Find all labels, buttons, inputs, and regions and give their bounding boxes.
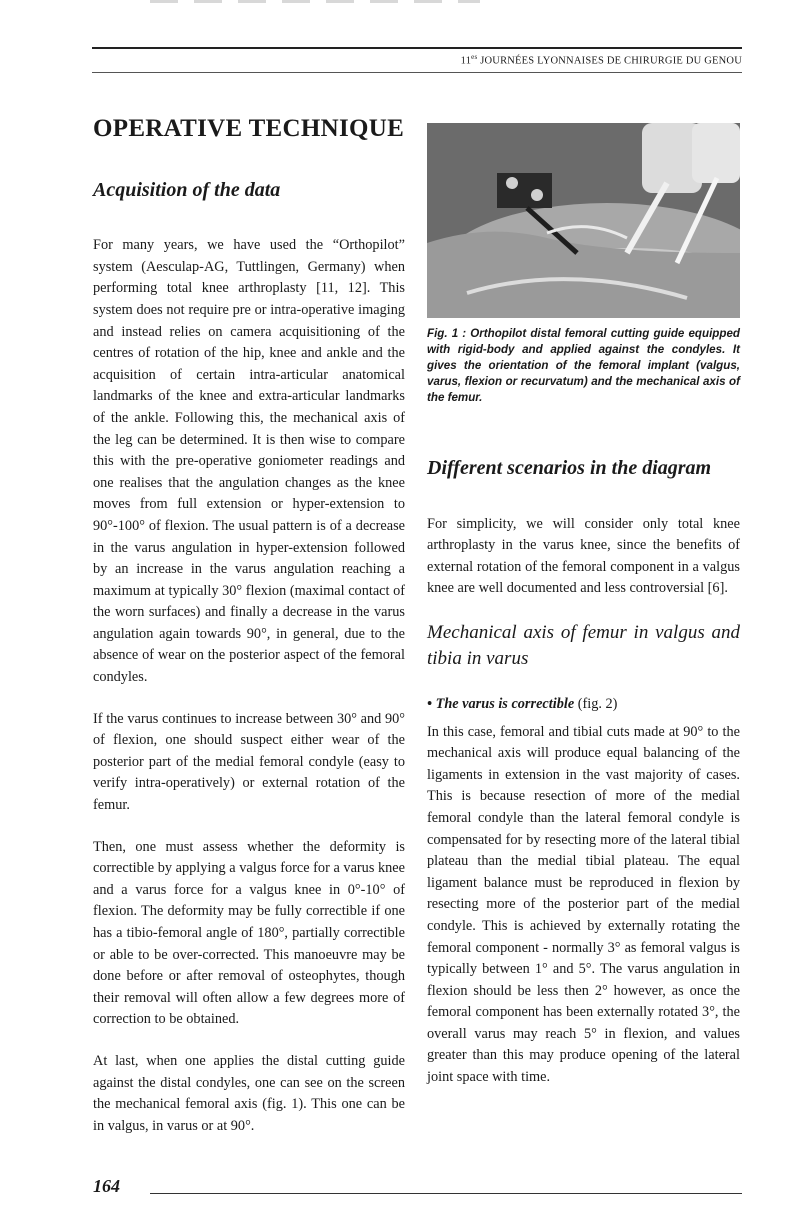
right-column [427,123,740,1109]
surgical-photo-illustration [427,123,740,318]
section-heading-scenarios: Different scenarios in the diagram [427,457,712,479]
header-title: JOURNÉES LYONNAISES DE CHIRURGIE DU GENOU [480,55,742,67]
paragraph-simplicity: For simplicity, we will consider only total knee arthroplasty in the varus knee, since the benefits of external rotation of the femoral component in a valgus knee are well documented and less controversial [6]. [427,515,740,597]
paragraph-distal-guide: At last, when one applies the distal cutting guide against the distal condyles, one can see on the screen the mechanical femoral axis (fig. 1). This one can be in valgus, in varus or at 90°. [93,1052,405,1134]
footer-rule [150,1193,742,1194]
left-column [93,115,405,1157]
paragraph-correctible: Then, one must assess whether the deformity is correctible by applying a valgus force for a varus knee and a varus force for a valgus knee in 0°-10° of flexion. The deformity may be fully correctible if one has a tibio-femoral angle of 180°, partially correctible or able to be over-corrected. This manoeuvre may be done before or after removal of osteophytes, though their removal will often allow a few degrees more of correction to be obtained. [93,838,405,1028]
figure-1-caption: Fig. 1 : Orthopilot distal femoral cutting guide equipped with rigid-body and applied against the condyles. It gives the orientation of the femoral implant (valgus, varus, flexion or recurvatum) and the mechanical axis of the femur. [427,327,740,404]
section-heading-mechanical-axis: Mechanical axis of femur in valgus and tibia in varus [427,621,740,669]
page-number: 164 [93,1176,120,1196]
header-underline [92,72,742,73]
bullet-figure-ref: (fig. 2) [574,695,618,712]
page-title: OPERATIVE TECHNIQUE [93,115,405,142]
figure-1-photo [427,123,740,318]
paragraph-femoral-tibial-cuts: In this case, femoral and tibial cuts made at 90° to the mechanical axis will produce equal balancing of the ligaments in extension in the vast majority of cases. This is because resection of more of the medial femoral condyle than the lateral femoral condyle is compensated for by resecting more of the lateral tibial plateau than the medial tibial plateau. The equal ligament balance must be reproduced in flexion by resecting more of the posterior part of the medial condyle. This is achieved by externally rotating the femoral component - normally 3° as femoral valgus is typically between 1° and 5°. The varus angulation in flexion should be less then 2° however, as once the femoral component has been externally rotated 3°, the overall varus may reach 5° in flexion, and values greater than this may produce opening of the lateral joint space with time. [427,723,740,1086]
paragraph-orthopilot: For many years, we have used the “Orthopilot” system (Aesculap-AG, Tuttlingen, Germany) when performing total knee arthroplasty [11, 12]. This system does not require pre or intra-operative imaging and instead relies on camera acquisitioning of the centres of rotation of the hip, knee and ankle and the acquisition of certain intra-articular anatomical landmarks of the knee and extra-articular landmarks of the ankle. Following this, the mechanical axis of the leg can be determined. It is then wise to compare this with the pre-operative goniometer readings and one realises that the angulation changes as the knee moves from full extension or hyper-extension to 90°-100° of flexion. The usual pattern is of a decrease in the varus angulation in hyper-extension followed by an increase in the varus angulation reaching a maximum at typically 30° flexion (maximal contact of the worn surfaces) and finally a decrease in the varus angulation again towards 90°, in general, due to the absence of wear on the posterior aspect of the femoral condyles. [93,237,405,686]
header-number: 11 [460,55,472,67]
section-heading-acquisition: Acquisition of the data [93,178,281,201]
scan-artifact [150,0,480,3]
header-rule [92,47,742,49]
bullet-label: • The varus is correctible [427,695,575,712]
running-header [461,53,742,67]
header-superscript: es [471,53,478,61]
bullet-varus-correctible [427,694,740,716]
paragraph-varus-increase: If the varus continues to increase between 30° and 90° of flexion, one should suspect either wear of the posterior part of the medial femoral condyle (easy to verify intra-operatively) or external rotation of the femur. [93,710,405,814]
